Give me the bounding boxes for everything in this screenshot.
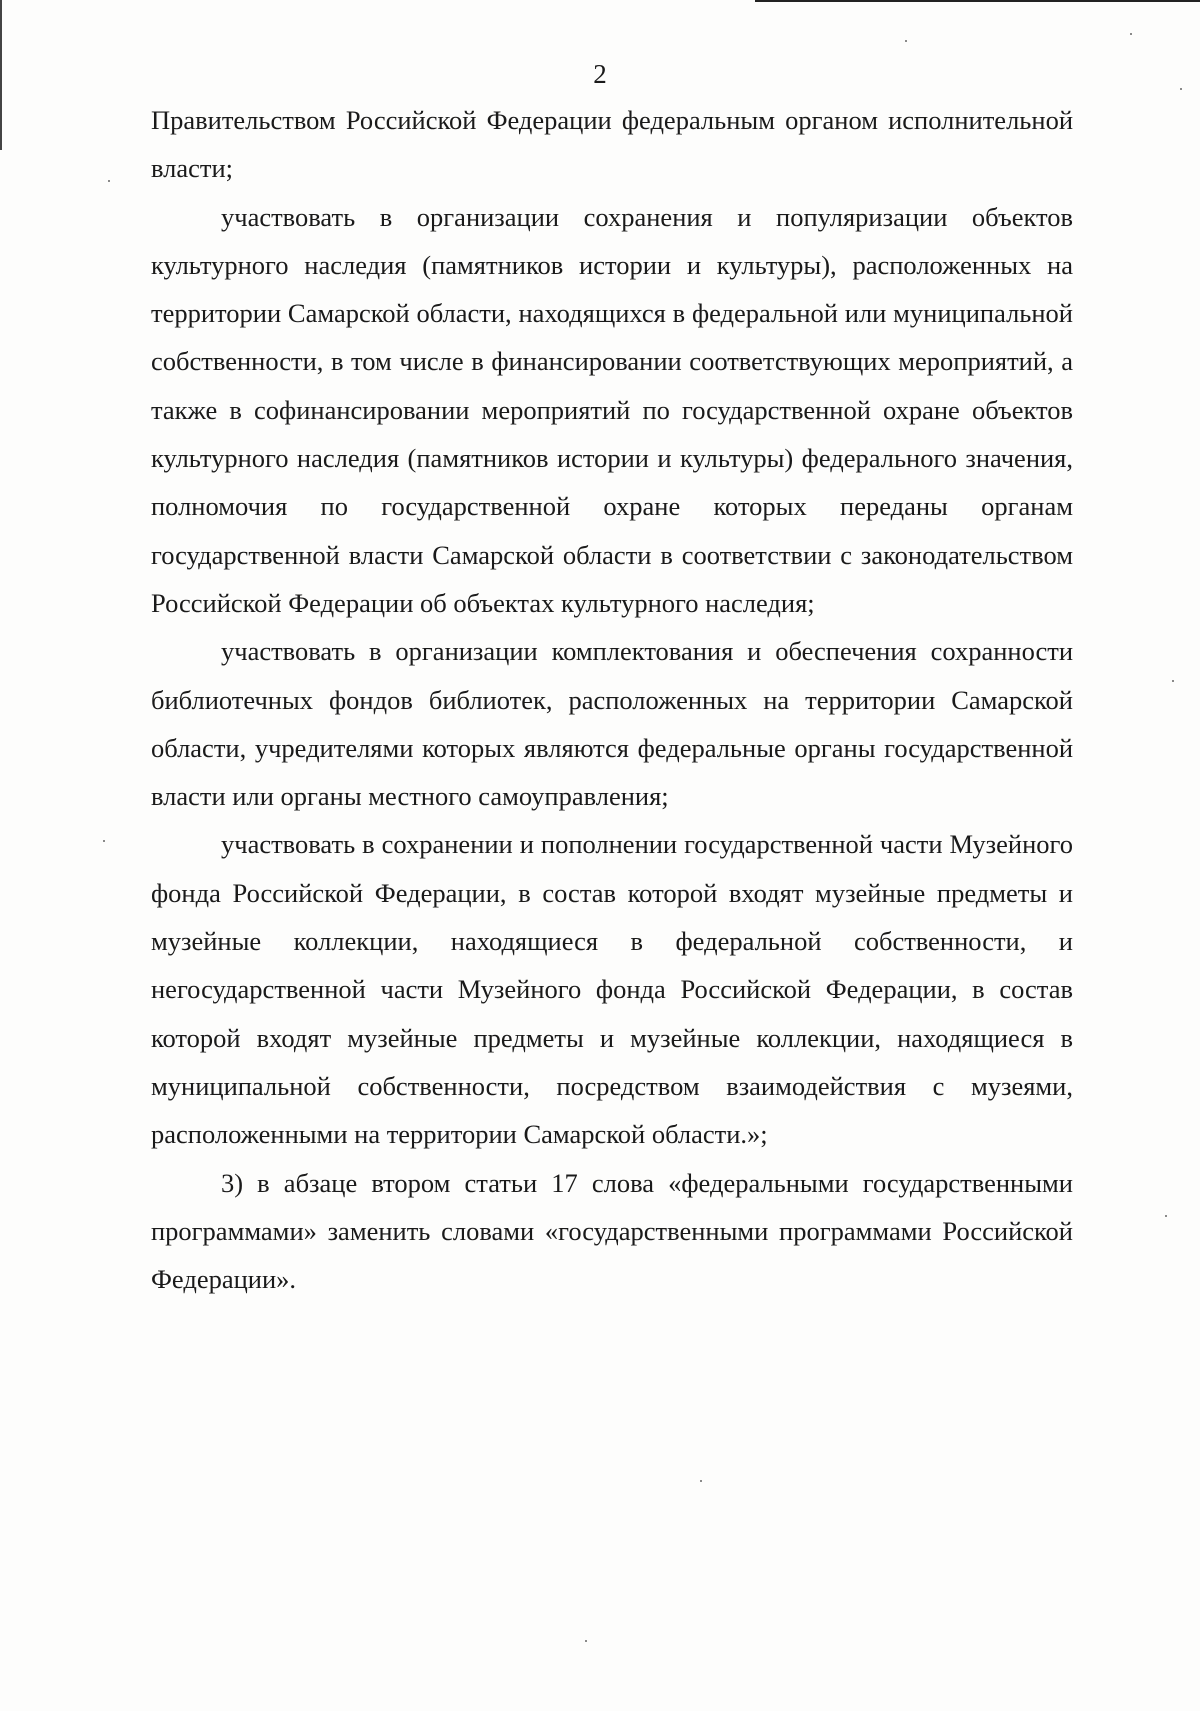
scan-speck	[108, 180, 110, 182]
scan-speck	[905, 40, 907, 42]
paragraph-museum-fund: участвовать в сохранении и пополнении государственной части Музейного фонда Российской Федерации, в состав которой входят музейные предметы и музейные коллекции, находящиеся в федеральной собственности, и негосударственной части Музейного фонда Российской Федерации, в состав которой входят музейные предметы и музейные коллекции, находящиеся в муниципальной собственности, посредством взаимодействия с музеями, расположенными на территории Самарской области.»;	[151, 829, 1073, 1150]
page-number: 2	[593, 59, 607, 89]
scan-speck	[1130, 33, 1132, 35]
document-body	[151, 96, 1073, 1303]
scan-speck	[700, 1480, 702, 1482]
scan-speck	[103, 840, 105, 842]
scan-speck	[1180, 88, 1182, 90]
paragraph-item-3: 3) в абзаце втором статьи 17 слова «федеральными государственными программами» заменить словами «государственными программами Российской Федерации».	[151, 1167, 1073, 1295]
paragraph-cultural-heritage: участвовать в организации сохранения и популяризации объектов культурного наследия (памятников истории и культуры), расположенных на территории Самарской области, находящихся в федеральной или муниципальной собственности, в том числе в финансировании соответствующих мероприятий, а также в софинансировании мероприятий по государственной охране объектов культурного наследия (памятников истории и культуры) федерального значения, полномочия по государственной охране которых переданы органам государственной власти Самарской области в соответствии с законодательством Российской Федерации об объектах культурного наследия;	[151, 201, 1073, 618]
scan-speck	[585, 1640, 587, 1642]
paragraph-library-funds: участвовать в организации комплектования и обеспечения сохранности библиотечных фондов библиотек, расположенных на территории Самарской области, учредителями которых являются федеральные органы государственной власти или органы местного самоуправления;	[151, 636, 1073, 812]
scan-speck	[1165, 1215, 1167, 1217]
top-edge-line	[755, 0, 1200, 2]
scan-speck	[1172, 680, 1174, 682]
paragraph-continuation: Правительством Российской Федерации федеральным органом исполнительной власти;	[151, 105, 1073, 184]
